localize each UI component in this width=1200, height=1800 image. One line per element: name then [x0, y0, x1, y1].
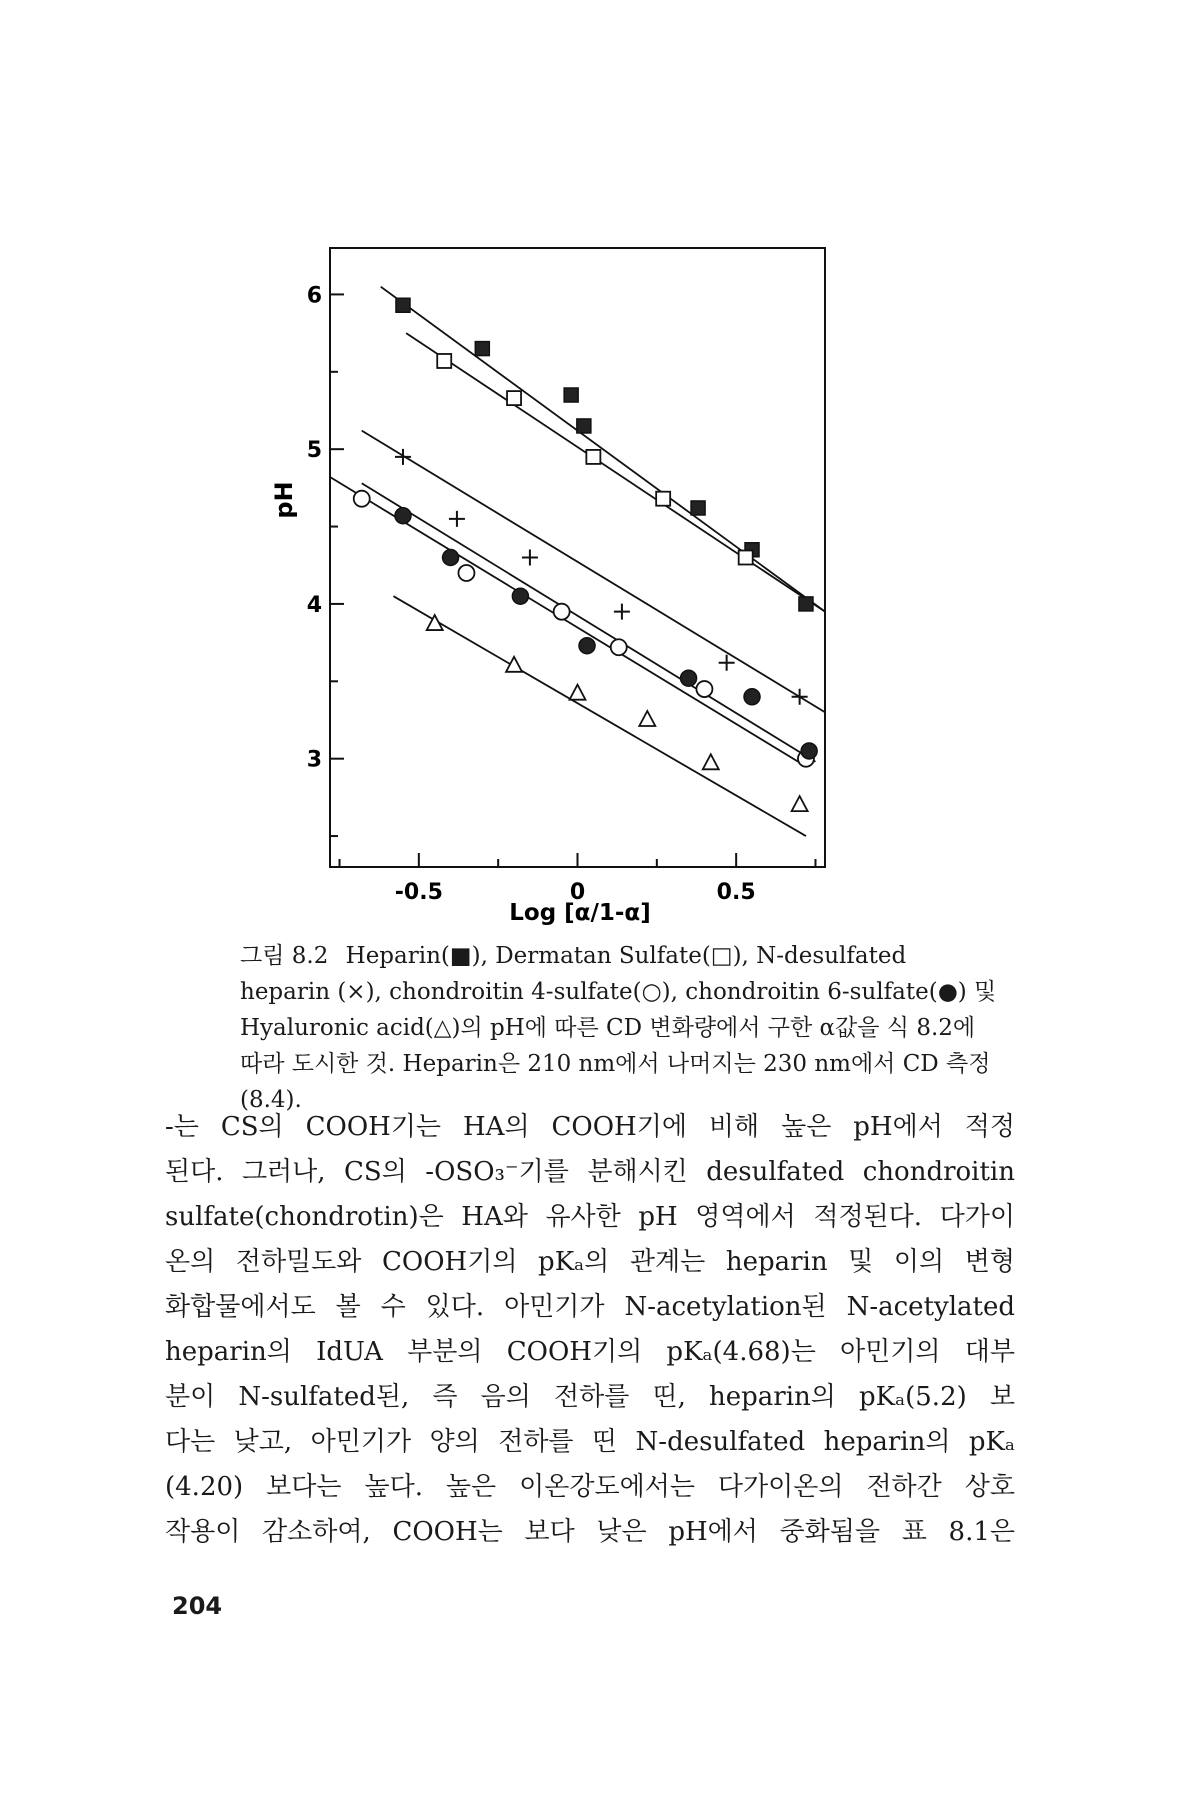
fit-line	[393, 596, 806, 836]
data-point-hyaluronic-acid	[792, 796, 808, 811]
x-tick-label: -0.5	[394, 880, 443, 905]
data-point-heparin	[691, 501, 705, 515]
data-point-n-desulfated-heparin	[449, 511, 465, 527]
data-point-chondroitin-4-sulfate	[696, 681, 712, 697]
ph-vs-log-alpha-chart	[270, 240, 850, 930]
data-point-chondroitin-6-sulfate	[744, 689, 760, 705]
body-line: (4.20) 보다는 높다. 높은 이온강도에서는 다가이온의 전하간 상호	[165, 1472, 1015, 1502]
data-point-hyaluronic-acid	[570, 685, 586, 700]
data-point-n-desulfated-heparin	[792, 689, 808, 705]
y-tick-label: 6	[306, 283, 322, 309]
data-point-heparin	[475, 342, 489, 356]
data-point-chondroitin-4-sulfate	[458, 565, 474, 581]
caption-text: Heparin(■), Dermatan Sulfate(□), N-desulfated heparin (×), chondroitin 4-sulfate(○), chondroitin 6-sulfate(●) 및 Hyaluronic acid(△)의 pH에 따른 CD 변화량에서 구한 α값을 식 8.2에 따라 도시한 것. Heparin은 210 nm에서 나머지는 230 nm에서 CD 측정(8.4).	[240, 943, 997, 1113]
data-point-chondroitin-6-sulfate	[681, 670, 697, 686]
page-number: 204	[172, 1592, 223, 1620]
data-point-chondroitin-6-sulfate	[801, 743, 817, 759]
data-point-chondroitin-6-sulfate	[512, 588, 528, 604]
body-line: -는 CS의 COOH기는 HA의 COOH기에 비해 높은 pH에서 적정	[165, 1112, 1015, 1142]
body-line: 다는 낮고, 아민기가 양의 전하를 띤 N-desulfated heparin의 pKₐ	[165, 1427, 1015, 1457]
body-line: heparin의 IdUA 부분의 COOH기의 pKₐ(4.68)는 아민기의 대부	[165, 1337, 1015, 1367]
body-line: 분이 N-sulfated된, 즉 음의 전하를 띤, heparin의 pKₐ(5.2) 보	[165, 1382, 1015, 1412]
data-point-chondroitin-4-sulfate	[611, 639, 627, 655]
figure-caption	[240, 938, 1000, 1118]
data-point-hyaluronic-acid	[703, 754, 719, 769]
body-line: 작용이 감소하여, COOH는 보다 낮은 pH에서 중화됨을 표 8.1은	[165, 1517, 1015, 1547]
data-point-dermatan-sulfate	[656, 492, 670, 506]
y-tick-label: 3	[306, 747, 322, 773]
fit-line	[362, 431, 825, 713]
body-line: 화합물에서도 볼 수 있다. 아민기가 N-acetylation된 N-acetylated	[165, 1292, 1015, 1322]
x-tick-label: 0.5	[716, 880, 756, 905]
data-point-hyaluronic-acid	[506, 657, 522, 672]
data-point-chondroitin-4-sulfate	[554, 604, 570, 620]
figure-label: 그림 8.2	[240, 943, 329, 969]
data-point-dermatan-sulfate	[437, 354, 451, 368]
data-point-chondroitin-6-sulfate	[443, 550, 459, 566]
body-line: sulfate(chondrotin)은 HA와 유사한 pH 영역에서 적정된다. 다가이	[165, 1202, 1015, 1232]
data-point-chondroitin-4-sulfate	[354, 491, 370, 507]
y-axis-label: pH	[270, 481, 298, 519]
data-point-chondroitin-6-sulfate	[395, 508, 411, 524]
data-point-heparin	[799, 597, 813, 611]
x-tick-label: 0	[569, 880, 586, 905]
data-point-n-desulfated-heparin	[719, 655, 735, 671]
data-point-dermatan-sulfate	[507, 391, 521, 405]
data-point-hyaluronic-acid	[639, 711, 655, 726]
data-point-n-desulfated-heparin	[614, 604, 630, 620]
y-tick-label: 5	[306, 438, 322, 464]
data-point-heparin	[577, 419, 591, 433]
data-point-dermatan-sulfate	[739, 551, 753, 565]
x-axis-label: Log [α/1-α]	[509, 900, 651, 926]
plot-area	[307, 248, 825, 905]
body-paragraph	[165, 1105, 1015, 1555]
data-point-heparin	[396, 298, 410, 312]
data-point-chondroitin-6-sulfate	[579, 638, 595, 654]
data-point-dermatan-sulfate	[586, 450, 600, 464]
y-tick-label: 4	[306, 592, 322, 618]
data-point-n-desulfated-heparin	[522, 550, 538, 566]
body-line: 된다. 그러나, CS의 -OSO₃⁻기를 분해시킨 desulfated chondroitin	[165, 1157, 1015, 1187]
data-point-heparin	[564, 388, 578, 402]
body-line: 온의 전하밀도와 COOH기의 pKₐ의 관계는 heparin 및 이의 변형	[165, 1247, 1015, 1277]
